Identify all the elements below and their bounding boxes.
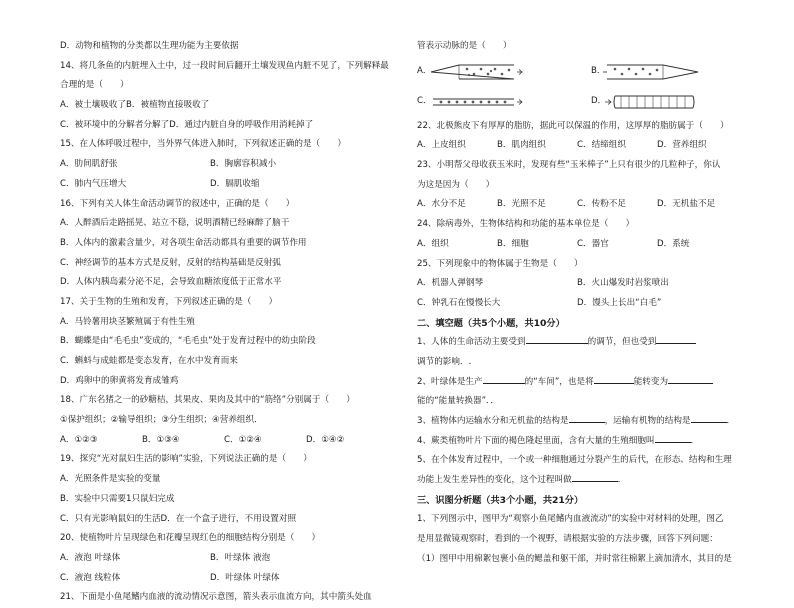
q25-options [417,274,757,294]
vessel-label-a: A． [417,65,432,76]
q20-options-2 [60,569,390,589]
option-a: A．肋间肌舒张 [60,159,118,170]
q15-options-2 [60,175,390,195]
fill-5: 5、在个体发育过程中，一个或一种细胞通过分裂产生的后代，在形态、结构和生理 [417,455,732,466]
option-b: B．细胞 [497,238,529,249]
option-a: A．①②③ [60,434,98,445]
option-line: B．实验中只需要1只鼠妇完成 [60,493,175,504]
fill-1-cont: 调节的影响．. [417,356,472,367]
fill-text: 的调节，但也受到 [587,337,657,348]
option-d: D．营养组织 [657,140,707,151]
q18-options [60,431,390,451]
fill-text: 4、蕨类植物叶片下面的褐色隆起里面，含有大量的生殖细胞叫 [417,435,655,446]
blank-line[interactable] [569,412,605,423]
option-line: A．马铃薯用块茎繁殖属于有性生殖 [60,316,195,327]
question-22: 22、北极熊皮下有厚厚的脂肪，据此可以保温的作用，这厚厚的脂肪属于（ ） [417,120,729,131]
vessel-diagram-a [429,60,579,84]
question-line: 为这是因为（ ） [417,179,495,190]
option-a: A．上皮组织 [417,140,466,151]
vessel-diagram-c [429,90,579,114]
blank-line[interactable] [572,471,618,482]
option-c: C．①②④ [224,434,262,445]
right-column [417,37,757,570]
vessel-diagram-d [603,90,753,114]
blank-line[interactable] [668,373,713,384]
option-b: B．肌肉组织 [497,140,546,151]
fill-text: ． [617,475,627,486]
fill-2 [417,373,757,393]
blank-line[interactable] [656,333,696,344]
option-d: D．系统 [657,238,690,249]
q24-options [417,235,757,255]
option-a: A．水分不足 [417,199,466,210]
q23-options [417,195,757,215]
option-line: A．光照条件是实验的变量 [60,474,161,485]
question-24: 24、除病毒外，生物体结构和功能的基本单位是（ ） [417,219,635,230]
option-c: C．传粉不足 [577,199,626,210]
option-d: D．馒头上长出“白毛” [577,297,662,308]
read-line: （1）图甲中用棉絮包裹小鱼的鳃盖和躯干部，并时常往棉絮上滴加清水，其目的是 [417,553,732,564]
read-line: 是用显微镜观察时，看到的一个视野，请根据实验的方法步骤，回答下列问题： [417,534,718,545]
fill-text: 3、植物体内运输水分和无机盐的结构是 [417,416,569,426]
blank-line[interactable] [691,412,727,423]
question-18: 18、广东名猪之一的砂糖桔，其果皮、果肉及其中的“筋络”分别属于（ ） [60,395,355,406]
blank-line[interactable] [483,373,525,384]
option-line: B．人体内的激素含量少，对各项生命活动都具有重要的调节作用 [60,237,307,248]
fill-5-cont [417,471,757,491]
option-c: C．器官 [577,238,609,249]
option-a: A．机器人弹钢琴 [417,278,484,289]
option-a: A．组织 [417,238,449,249]
blank-line[interactable] [594,373,634,384]
question-line: D．动物和植物的分类都以生理功能为主要依据 [60,41,239,51]
vessel-label-d: D． [591,95,607,106]
fill-text: 1、人体的生命活动主要受到 [417,337,526,348]
option-line: D．人体内胰岛素分泌不足，会导致血糖浓度低于正常水平 [60,277,282,288]
q15-options [60,155,390,175]
question-25: 25、下列现象中的物体属于生物是（ ） [417,258,583,269]
question-line: 管表示动脉的是（ ） [417,41,512,51]
left-column [60,37,390,608]
option-line: C．只有光影响鼠妇的生活D．在一个盒子进行，不用设置对照 [60,513,297,524]
option-b: B．胸廓容积减小 [210,159,277,170]
fill-text: 功能上发生差异性的变化，这个过程叫做 [417,475,572,486]
option-line: C．神经调节的基本方式是反射，反射的结构基础是反射弧 [60,257,281,268]
vessel-label-c: C． [417,95,432,106]
fill-text: ． [690,435,700,446]
option-b: B．叶绿体 液泡 [210,552,271,563]
vessel-diagram-b [603,60,753,84]
question-14: 14、将几条鱼的内脏埋入土中，过一段时间后翻开土壤发现鱼内脏不见了，下列解释最 [60,60,389,71]
fill-text: 2、叶绿体是生产 [417,376,483,387]
blank-line[interactable] [526,333,588,344]
fill-text: ． [726,416,736,426]
option-b: B．光照不足 [497,199,546,210]
fill-3 [417,412,757,432]
option-c: C．结缔组织 [577,140,626,151]
option-b: B．火山爆发时岩浆喷出 [577,278,669,289]
fill-text: 的“车间”，也是将 [524,376,594,387]
option-d: D．叶绿体 叶绿体 [210,572,280,583]
option-line: A．人醉酒后走路摇晃、站立不稳，说明酒精已经麻醉了脑干 [60,218,290,229]
fill-2-cont: 能的“能量转换器”．． [417,396,499,407]
tissue-list: ①保护组织；②输导组织；③分生组织；④营养组织． [60,415,263,426]
blank-line[interactable] [655,432,691,443]
question-23: 23、小明帮父母收获玉米时，发现有些“玉米棒子”上只有很少的几粒种子，你认 [417,160,721,171]
question-16: 16、下列有关人体生命活动调节的叙述中，正确的是（ ） [60,198,295,209]
question-21: 21、下面是小鱼尾鳍内血液的流动情况示意图，箭头表示血流方向，其中箭头处血 [60,592,372,603]
section-diagram-title: 三、识图分析题（共3个小题，共21分） [417,494,584,506]
option-line: C．蝌蚪与成蛙都是变态发育，在水中发育而来 [60,356,238,366]
question-20: 20、使植物叶片呈现绿色和花瓣呈现红色的细胞结构分别是（ ） [60,533,321,544]
question-19: 19、探究“光对鼠妇生活的影响”实验，下列说法正确的是（ ） [60,454,312,465]
vessel-row-2 [417,87,757,117]
fill-4 [417,432,757,452]
fill-text: 能转变为 [633,376,669,387]
option-d: D．无机盐不足 [657,199,716,210]
fill-text: ，运输有机物的结构是 [604,416,691,426]
vessel-row-1 [417,57,757,87]
option-a: A．液泡 叶绿体 [60,552,121,563]
option-c: C．液泡 线粒体 [60,572,121,583]
question-17: 17、关于生物的生殖和发育，下列叙述正确的是（ ） [60,296,278,307]
option-line: B．蝴蝶是由“毛毛虫”变成的，“毛毛虫”处于发育过程中的幼虫阶段 [60,336,316,347]
option-d: D．①④② [306,434,345,445]
option-c: C．钟乳石在慢慢长大 [417,297,501,308]
q22-options [417,136,757,156]
question-line: 合理的是（ ） [60,80,129,91]
option-c: C．肺内气压增大 [60,178,127,189]
option-b: B．①③④ [142,434,180,445]
read-line: 1、下列图示中，图甲为“观察小鱼尾鳍内血液流动”的实验中对材料的处理，图乙 [417,514,724,525]
q20-options [60,549,390,569]
q25-options-2 [417,294,757,314]
option-line: D．鸡卵中的卵黄将发育成雏鸡 [60,375,179,386]
question-15: 15、在人体呼吸过程中，当外界气体进入肺时，下列叙述正确的是（ ） [60,139,346,150]
section-fill-in-title: 二、填空题（共5个小题，共10分） [417,317,565,329]
vessel-label-b: B． [591,65,606,76]
option-line: A．被土壤吸收了B．被植物直接吸收了 [60,100,210,111]
option-line: C．被环境中的分解者分解了D．通过内脏自身的呼吸作用消耗掉了 [60,119,314,130]
option-d: D．膈肌收缩 [210,178,260,189]
fill-1 [417,333,757,353]
